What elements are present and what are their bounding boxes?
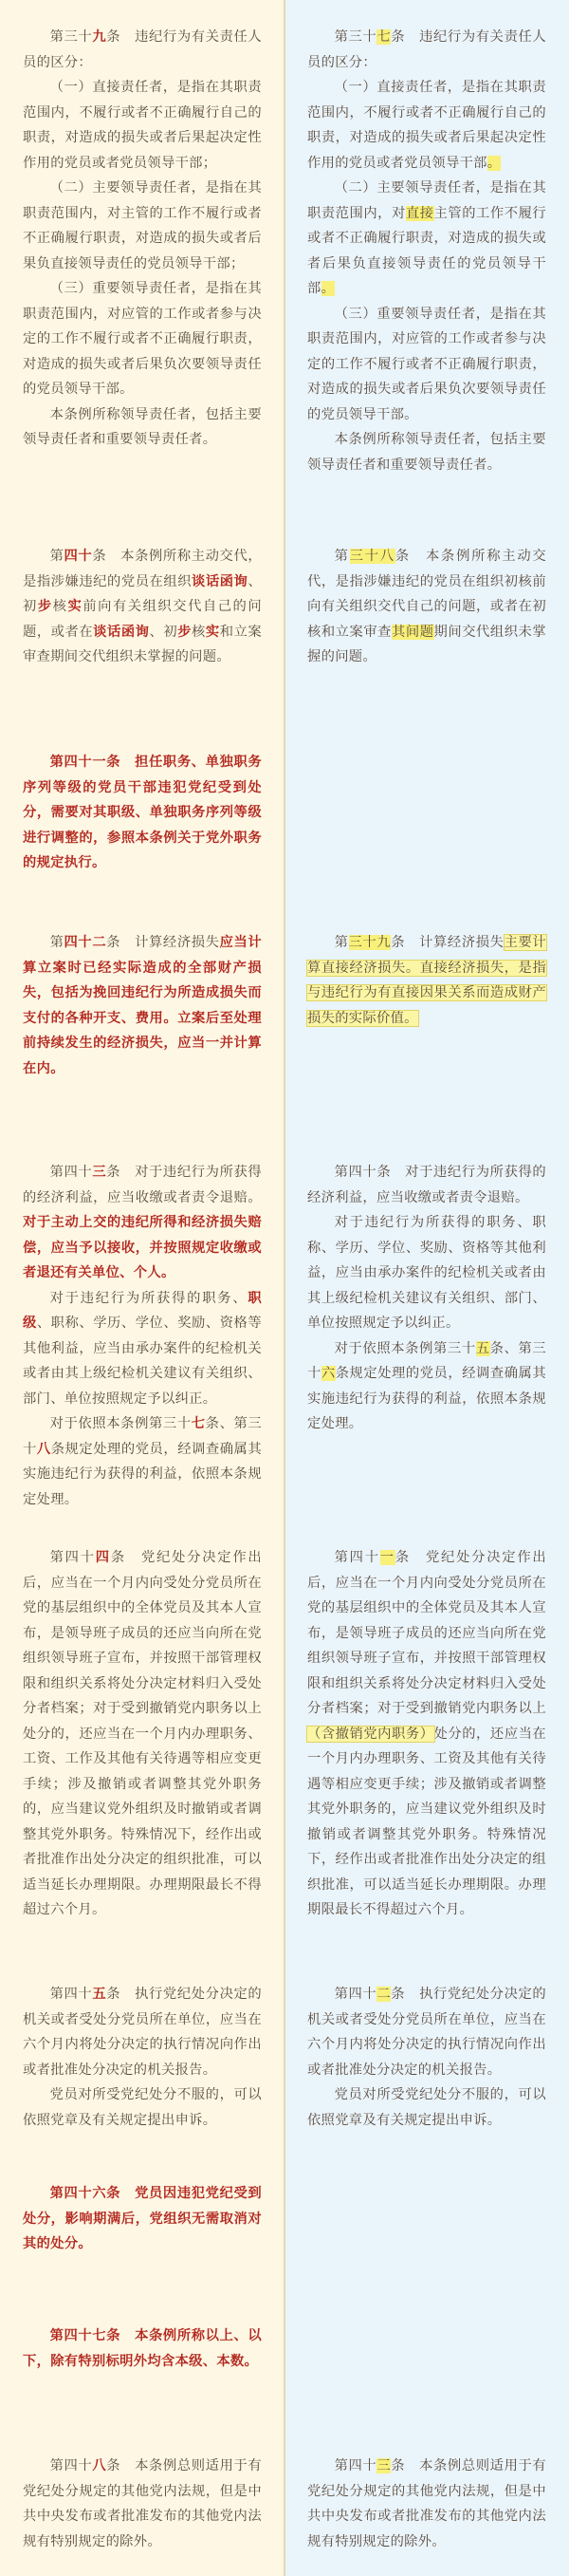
left-article-45: [23, 1982, 262, 2133]
paragraph: （三）重要领导责任者，是指在其职责范围内，对应管的工作或者参与决定的工作不履行或者不正确履行职责，对造成的损失或者后果负次要领导责任的党员领导干部。: [23, 281, 262, 397]
paragraph: 第四十二条 计算经济损失应当计算立案时已经实际造成的全部财产损失，包括为挽回违纪行为所造成损失而支付的各种开支、费用。立案后至处理前持续发生的经济损失，应当一并计算在内。: [23, 935, 263, 1076]
right-article-38: [307, 544, 546, 670]
right-article-39: [307, 930, 546, 1031]
right-article-40: [307, 1160, 546, 1437]
paragraph: （二）主要领导责任者，是指在其职责范围内，对主管的工作不履行或者不正确履行职责，对造成的损失或者后果负直接领导责任的党员领导干部；: [23, 180, 262, 271]
paragraph: 党员对所受党纪处分不服的，可以依照党章及有关规定提出申诉。: [23, 2087, 262, 2128]
paragraph: 第四十一条 党纪处分决定作出后，应当在一个月内向受处分党员所在党的基层组织中的全体党员及其本人宣布，是领导班子成员的还应当向所在党组织领导班子宣布，并按照干部管理权限和组织关系将处分决定材料归入受处分者档案；对于受到撤销党内职务以上（含撤销党内职务）处分的，还应当在一个月内办理职务、工资及其他有关待遇等相应变更手续；涉及撤销或者调整其党外职务的，应当建议党外组织及时撤销或者调整其党外职务。特殊情况下，经作出或者批准作出处分决定的组织批准，可以适当延长办理期限。办理期限最长不得超过六个月。: [307, 1550, 547, 1917]
article-heading: 第三十七条 违纪行为有关责任人员的区分：: [307, 29, 546, 70]
right-article-42: [307, 1982, 546, 2133]
paragraph: 对于违纪行为所获得的职务、职称、学历、学位、奖励、资格等其他利益，应当由承办案件的纪检机关或者由其上级纪检机关建议有关组织、部门、单位按照规定予以纠正。: [307, 1215, 546, 1331]
paragraph: 第四十条 本条例所称主动交代，是指涉嫌违纪的党员在组织谈话函询、初步核实前向有关组织交代自己的问题，或者在谈话函询、初步核实和立案审查期间交代组织未掌握的问题。: [23, 549, 263, 664]
paragraph: （一）直接责任者，是指在其职责范围内，不履行或者不正确履行自己的职责，对造成的损失或者后果起决定性作用的党员或者党员领导干部；: [23, 80, 262, 171]
left-article-42: [23, 930, 262, 1081]
left-article-39: [23, 25, 262, 453]
left-article-46-deleted: [23, 2181, 262, 2257]
paragraph: 第四十五条 执行党纪处分决定的机关或者受处分党员所在单位，应当在六个月内将处分决定的执行情况向作出或者批准处分决定的机关报告。: [23, 1987, 262, 2078]
paragraph: （二）主要领导责任者，是指在其职责范围内，对直接主管的工作不履行或者不正确履行职责，对造成的损失或者后果负直接领导责任的党员领导干部。: [307, 180, 546, 296]
left-article-40: [23, 544, 262, 670]
paragraph: 第四十七条 本条例所称以上、以下，除有特别标明外均含本级、本数。: [23, 2328, 262, 2369]
paragraph: 本条例所称领导责任者，包括主要领导责任者和重要领导责任者。: [23, 406, 262, 447]
paragraph: 本条例所称领导责任者，包括主要领导责任者和重要领导责任者。: [307, 432, 546, 473]
article-heading: 第三十九条 违纪行为有关责任人员的区分：: [23, 29, 262, 70]
paragraph: （一）直接责任者，是指在其职责范围内，不履行或者不正确履行自己的职责，对造成的损失或者后果起决定性作用的党员或者党员领导干部。: [307, 80, 546, 171]
paragraph: 第三十八条 本条例所称主动交代，是指涉嫌违纪的党员在组织初核前向有关组织交代自己的问题，或者在初核和立案审查其间题期间交代组织未掌握的问题。: [307, 549, 546, 664]
paragraph: 第四十条 对于违纪行为所获得的经济利益，应当收缴或者责令退赔。: [307, 1165, 546, 1205]
paragraph: 对于依照本条例第三十五条、第三十六条规定处理的党员，经调查确属其实施违纪行为获得的利益，依照本条规定处理。: [307, 1340, 546, 1431]
paragraph: 第四十八条 本条例总则适用于有党纪处分规定的其他党内法规，但是中共中央发布或者批准发布的其他党内法规有特别规定的除外。: [23, 2458, 262, 2549]
left-article-43: [23, 1160, 262, 1512]
paragraph: （三）重要领导责任者，是指在其职责范围内，对应管的工作或者参与决定的工作不履行或者不正确履行职责，对造成的损失或者后果负次要领导责任的党员领导干部。: [307, 306, 546, 422]
paragraph: 党员对所受党纪处分不服的，可以依照党章及有关规定提出申诉。: [307, 2087, 546, 2128]
paragraph: 对于违纪行为所获得的职务、职级、职称、学历、学位、奖励、资格等其他利益，应当由承办案件的纪检机关或者由其上级纪检机关建议有关组织、部门、单位按照规定予以纠正。: [23, 1290, 262, 1407]
right-article-43: [307, 2454, 546, 2554]
right-article-41: [307, 1545, 546, 1923]
paragraph: 第四十四条 党纪处分决定作出后，应当在一个月内向受处分党员所在党的基层组织中的全体党员及其本人宣布，是领导班子成员的还应当向所在党组织领导班子宣布，并按照干部管理权限和组织关系将处分决定材料归入受处分者档案；对于受到撤销党内职务以上处分的，还应当在一个月内办理职务、工资、工作及其他有关待遇等相应变更手续；涉及撤销或者调整其党外职务的，应当建议党外组织及时撤销或者调整其党外职务。特殊情况下，经作出或者批准作出处分决定的组织批准，可以适当延长办理期限。办理期限最长不得超过六个月。: [23, 1550, 262, 1917]
paragraph: 第四十一条 担任职务、单独职务序列等级的党员干部违犯党纪受到处分，需要对其职级、单独职务序列等级进行调整的，参照本条例关于党外职务的规定执行。: [23, 755, 262, 870]
paragraph: 第四十六条 党员因违犯党纪受到处分，影响期满后，党组织无需取消对其的处分。: [23, 2186, 262, 2251]
left-article-47-deleted: [23, 2324, 262, 2374]
left-article-48: [23, 2454, 262, 2554]
left-article-44: [23, 1545, 262, 1923]
left-article-41-deleted: [23, 750, 262, 876]
paragraph: 第四十三条 对于违纪行为所获得的经济利益，应当收缴或者责令退赔。对于主动上交的违纪所得和经济损失赔偿，应当予以接收，并按照规定收缴或者退还有关单位、个人。: [23, 1165, 262, 1280]
column-divider: [284, 0, 285, 2576]
right-article-37: [307, 25, 546, 477]
paragraph: 第四十二条 执行党纪处分决定的机关或者受处分党员所在单位，应当在六个月内将处分决定的执行情况向作出或者批准处分决定的机关报告。: [307, 1987, 546, 2078]
paragraph: 第四十三条 本条例总则适用于有党纪处分规定的其他党内法规，但是中共中央发布或者批准发布的其他党内法规有特别规定的除外。: [307, 2458, 546, 2549]
paragraph: 对于依照本条例第三十七条、第三十八条规定处理的党员，经调查确属其实施违纪行为获得的利益，依照本条规定处理。: [23, 1416, 262, 1507]
paragraph: 第三十九条 计算经济损失主要计算直接经济损失。直接经济损失，是指与违纪行为有直接因果关系而造成财产损失的实际价值。: [307, 935, 547, 1026]
